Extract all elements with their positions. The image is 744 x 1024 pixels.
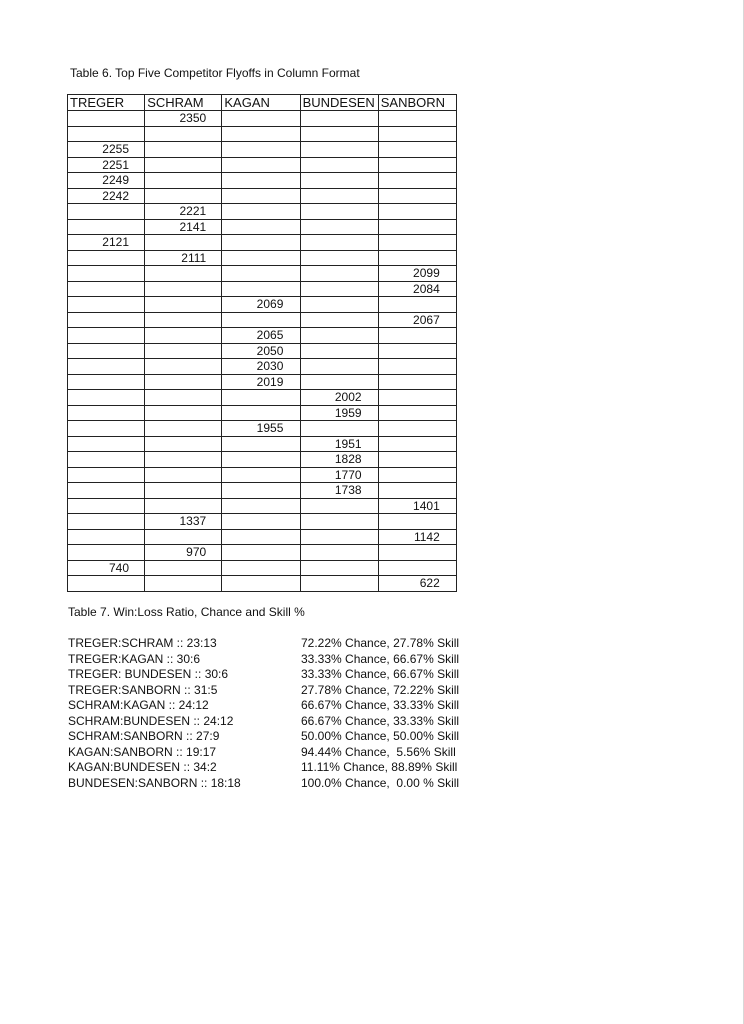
table-cell: [222, 483, 300, 499]
table-cell: [300, 142, 378, 158]
table-cell: [145, 111, 222, 127]
table-cell: [68, 173, 145, 189]
score-value: 740: [108, 560, 129, 575]
table-cell: [222, 343, 300, 359]
table-cell: [145, 452, 222, 468]
ratio-list: [68, 636, 468, 791]
score-value: 2249: [102, 173, 129, 188]
table-cell: [145, 266, 222, 282]
score-value: 2099: [413, 266, 440, 281]
table-cell: [378, 250, 456, 266]
table-cell: [145, 545, 222, 561]
table-cell: [145, 374, 222, 390]
score-value: 1142: [413, 529, 440, 544]
table-cell: [145, 483, 222, 499]
score-value: 2030: [256, 359, 284, 374]
table-cell: [222, 467, 300, 483]
table-cell: [222, 173, 300, 189]
table-cell: [145, 312, 222, 328]
win-loss-ratio: TREGER:KAGAN :: 30:6: [68, 651, 201, 666]
table-cell: [145, 405, 222, 421]
score-value: 2141: [179, 219, 207, 234]
table-row: [68, 576, 457, 592]
table-cell: [300, 219, 378, 235]
table-cell: [378, 297, 456, 313]
table-cell: [378, 328, 456, 344]
table-cell: [300, 204, 378, 220]
table-cell: [378, 421, 456, 437]
table-row: [68, 157, 457, 173]
table-row: [68, 126, 457, 142]
table-cell: [378, 204, 456, 220]
table-cell: [300, 576, 378, 592]
table-cell: [300, 281, 378, 297]
table-row: [68, 359, 457, 375]
table-cell: [68, 421, 145, 437]
table-cell: [68, 266, 145, 282]
table-cell: [145, 204, 222, 220]
win-loss-ratio: KAGAN:BUNDESEN :: 34:2: [68, 760, 217, 774]
list-item: [68, 636, 468, 652]
table-cell: [145, 529, 222, 545]
list-item: [68, 652, 468, 668]
table-cell: [222, 126, 300, 142]
table-cell: [300, 498, 378, 514]
table-cell: [222, 328, 300, 344]
table-cell: [68, 498, 145, 514]
table-cell: [378, 157, 456, 173]
table-cell: [145, 390, 222, 406]
table-cell: [145, 173, 222, 189]
list-item: [68, 760, 468, 776]
table-cell: [378, 219, 456, 235]
score-value: 2111: [181, 250, 207, 265]
table-cell: [68, 374, 145, 390]
table-cell: [68, 312, 145, 328]
list-item: [68, 698, 468, 714]
table-row: [68, 111, 457, 127]
table-cell: [68, 157, 145, 173]
table-cell: [68, 235, 145, 251]
score-value: 2251: [102, 157, 129, 172]
table-row: [68, 514, 457, 530]
table-cell: [300, 312, 378, 328]
table-cell: [222, 405, 300, 421]
chance-skill-percent: 33.33% Chance, 66.67% Skill: [301, 667, 460, 681]
table-row: [68, 266, 457, 282]
win-loss-ratio: BUNDESEN:SANBORN :: 18:18: [68, 775, 241, 790]
table-cell: [145, 328, 222, 344]
table-cell: [378, 266, 456, 282]
table-cell: [222, 235, 300, 251]
header-bundesen: BUNDESEN: [300, 95, 378, 111]
table-cell: [378, 359, 456, 375]
table-row: [68, 452, 457, 468]
table-cell: [222, 576, 300, 592]
table-cell: [68, 111, 145, 127]
table-cell: [378, 514, 456, 530]
table-cell: [145, 421, 222, 437]
table-cell: [222, 436, 300, 452]
table-cell: [378, 281, 456, 297]
chance-skill-percent: 100.0% Chance, 0.00 % Skill: [301, 775, 460, 790]
table-cell: [145, 188, 222, 204]
table-cell: [222, 545, 300, 561]
table-cell: [222, 560, 300, 576]
table-row: [68, 328, 457, 344]
table-row: [68, 545, 457, 561]
table-row: [68, 343, 457, 359]
table-cell: [378, 529, 456, 545]
table-cell: [68, 126, 145, 142]
table-cell: [68, 359, 145, 375]
table-cell: [222, 529, 300, 545]
win-loss-ratio: TREGER:SCHRAM :: 23:13: [68, 636, 217, 650]
chance-skill-percent: 72.22% Chance, 27.78% Skill: [301, 636, 460, 650]
table-row: [68, 560, 457, 576]
table-cell: [68, 328, 145, 344]
score-value: 970: [186, 545, 207, 560]
table-cell: [68, 188, 145, 204]
table-cell: [378, 483, 456, 499]
table-cell: [378, 126, 456, 142]
table-row: [68, 421, 457, 437]
table-cell: [145, 359, 222, 375]
table-cell: [145, 560, 222, 576]
table-cell: [300, 514, 378, 530]
score-value: 622: [419, 576, 440, 591]
score-value: 2121: [102, 235, 129, 250]
score-value: 2350: [179, 111, 207, 126]
table-cell: [68, 560, 145, 576]
table-cell: [222, 498, 300, 514]
table-row: [68, 467, 457, 483]
table-cell: [300, 529, 378, 545]
table-cell: [222, 421, 300, 437]
table-cell: [378, 390, 456, 406]
table-cell: [378, 545, 456, 561]
table-row: [68, 390, 457, 406]
score-value: 1738: [334, 483, 362, 498]
table-row: [68, 436, 457, 452]
table-cell: [378, 452, 456, 468]
table-cell: [68, 452, 145, 468]
table-row: [68, 483, 457, 499]
table-cell: [222, 142, 300, 158]
table-cell: [300, 390, 378, 406]
table-cell: [68, 204, 145, 220]
table-7-caption: Table 7. Win:Loss Ratio, Chance and Skill %: [68, 605, 305, 619]
table-cell: [300, 436, 378, 452]
table-cell: [222, 312, 300, 328]
table-cell: [300, 188, 378, 204]
table-cell: [145, 142, 222, 158]
score-value: 2255: [102, 142, 129, 157]
table-cell: [145, 343, 222, 359]
table-cell: [222, 250, 300, 266]
table-cell: [222, 219, 300, 235]
list-item: [68, 683, 468, 699]
table-row: [68, 188, 457, 204]
table-cell: [222, 359, 300, 375]
table-cell: [378, 560, 456, 576]
table-cell: [300, 343, 378, 359]
table-cell: [222, 452, 300, 468]
table-cell: [300, 545, 378, 561]
table-row: [68, 374, 457, 390]
table-cell: [222, 281, 300, 297]
table-cell: [222, 297, 300, 313]
table-cell: [68, 297, 145, 313]
chance-skill-percent: 50.00% Chance, 50.00% Skill: [301, 729, 460, 743]
table-cell: [300, 328, 378, 344]
chance-skill-percent: 66.67% Chance, 33.33% Skill: [301, 698, 460, 712]
table-cell: [68, 390, 145, 406]
table-cell: [300, 157, 378, 173]
header-treger: TREGER: [68, 95, 145, 111]
list-item: [68, 729, 468, 745]
table-cell: [222, 390, 300, 406]
score-value: 2002: [334, 390, 362, 405]
table-cell: [300, 467, 378, 483]
table-cell: [378, 312, 456, 328]
table-row: [68, 405, 457, 421]
score-value: 1955: [256, 421, 284, 436]
table-cell: [222, 204, 300, 220]
table-cell: [222, 157, 300, 173]
table-cell: [378, 343, 456, 359]
table-cell: [300, 483, 378, 499]
score-value: 1828: [334, 452, 362, 467]
table-cell: [300, 405, 378, 421]
table-cell: [300, 111, 378, 127]
score-value: 1770: [334, 467, 362, 482]
table-row: [68, 312, 457, 328]
table-cell: [145, 281, 222, 297]
flyoff-table: [67, 94, 457, 592]
table-cell: [222, 111, 300, 127]
table-cell: [300, 297, 378, 313]
table-cell: [378, 374, 456, 390]
chance-skill-percent: 33.33% Chance, 66.67% Skill: [301, 651, 460, 666]
chance-skill-percent: 66.67% Chance, 33.33% Skill: [301, 713, 460, 728]
table-row: [68, 498, 457, 514]
flyoff-header-row: [68, 95, 457, 111]
score-value: 2067: [413, 312, 440, 327]
table-cell: [68, 281, 145, 297]
chance-skill-percent: 27.78% Chance, 72.22% Skill: [301, 682, 460, 697]
table-cell: [145, 250, 222, 266]
table-cell: [68, 467, 145, 483]
table-cell: [68, 436, 145, 452]
table-cell: [68, 483, 145, 499]
table-cell: [378, 173, 456, 189]
table-row: [68, 173, 457, 189]
chance-skill-percent: 11.11% Chance, 88.89% Skill: [301, 760, 458, 774]
score-value: 2050: [256, 343, 284, 358]
table-cell: [68, 219, 145, 235]
score-value: 1959: [334, 405, 362, 420]
table-cell: [68, 142, 145, 158]
table-cell: [145, 467, 222, 483]
table-cell: [68, 514, 145, 530]
score-value: 2242: [102, 188, 129, 203]
table-cell: [300, 560, 378, 576]
table-row: [68, 297, 457, 313]
table-cell: [300, 126, 378, 142]
table-cell: [145, 514, 222, 530]
table-cell: [145, 576, 222, 592]
table-cell: [68, 576, 145, 592]
table-row: [68, 142, 457, 158]
table-cell: [378, 142, 456, 158]
list-item: [68, 776, 468, 792]
table-cell: [378, 405, 456, 421]
table-cell: [145, 498, 222, 514]
table-cell: [145, 235, 222, 251]
table-cell: [222, 266, 300, 282]
table-cell: [300, 359, 378, 375]
table-cell: [300, 421, 378, 437]
table-cell: [378, 111, 456, 127]
win-loss-ratio: TREGER: BUNDESEN :: 30:6: [68, 667, 229, 681]
table-cell: [378, 188, 456, 204]
table-cell: [378, 576, 456, 592]
table-cell: [145, 297, 222, 313]
table-cell: [68, 529, 145, 545]
chance-skill-percent: 94.44% Chance, 5.56% Skill: [301, 744, 456, 759]
score-value: 1951: [334, 436, 362, 451]
win-loss-ratio: SCHRAM:BUNDESEN :: 24:12: [68, 713, 234, 728]
win-loss-ratio: TREGER:SANBORN :: 31:5: [68, 682, 218, 697]
win-loss-ratio: KAGAN:SANBORN :: 19:17: [68, 744, 217, 759]
table-row: [68, 281, 457, 297]
header-sanborn: SANBORN: [378, 95, 456, 111]
table-cell: [68, 343, 145, 359]
table-6-caption: Table 6. Top Five Competitor Flyoffs in Column Format: [70, 66, 360, 80]
table-cell: [378, 498, 456, 514]
table-cell: [378, 467, 456, 483]
table-cell: [68, 545, 145, 561]
table-cell: [68, 250, 145, 266]
table-cell: [145, 157, 222, 173]
header-schram: SCHRAM: [145, 95, 222, 111]
list-item: [68, 714, 468, 730]
score-value: 2221: [179, 204, 207, 219]
win-loss-ratio: SCHRAM:SANBORN :: 27:9: [68, 729, 220, 743]
table-row: [68, 250, 457, 266]
table-cell: [145, 219, 222, 235]
table-cell: [300, 173, 378, 189]
table-row: [68, 529, 457, 545]
table-row: [68, 219, 457, 235]
table-cell: [145, 126, 222, 142]
table-cell: [300, 374, 378, 390]
table-cell: [222, 374, 300, 390]
table-cell: [300, 266, 378, 282]
table-cell: [378, 436, 456, 452]
table-cell: [300, 235, 378, 251]
flyoff-body: [68, 111, 457, 592]
score-value: 1337: [179, 514, 207, 529]
score-value: 2084: [413, 281, 440, 296]
table-cell: [145, 436, 222, 452]
score-value: 2065: [256, 328, 284, 343]
table-cell: [378, 235, 456, 251]
table-cell: [222, 514, 300, 530]
table-cell: [68, 405, 145, 421]
table-row: [68, 204, 457, 220]
table-cell: [300, 250, 378, 266]
table-row: [68, 235, 457, 251]
table-cell: [222, 188, 300, 204]
score-value: 2069: [256, 297, 284, 312]
score-value: 2019: [256, 374, 284, 389]
score-value: 1401: [413, 498, 440, 513]
table-cell: [300, 452, 378, 468]
list-item: [68, 667, 468, 683]
header-kagan: KAGAN: [222, 95, 300, 111]
win-loss-ratio: SCHRAM:KAGAN :: 24:12: [68, 698, 209, 712]
list-item: [68, 745, 468, 761]
